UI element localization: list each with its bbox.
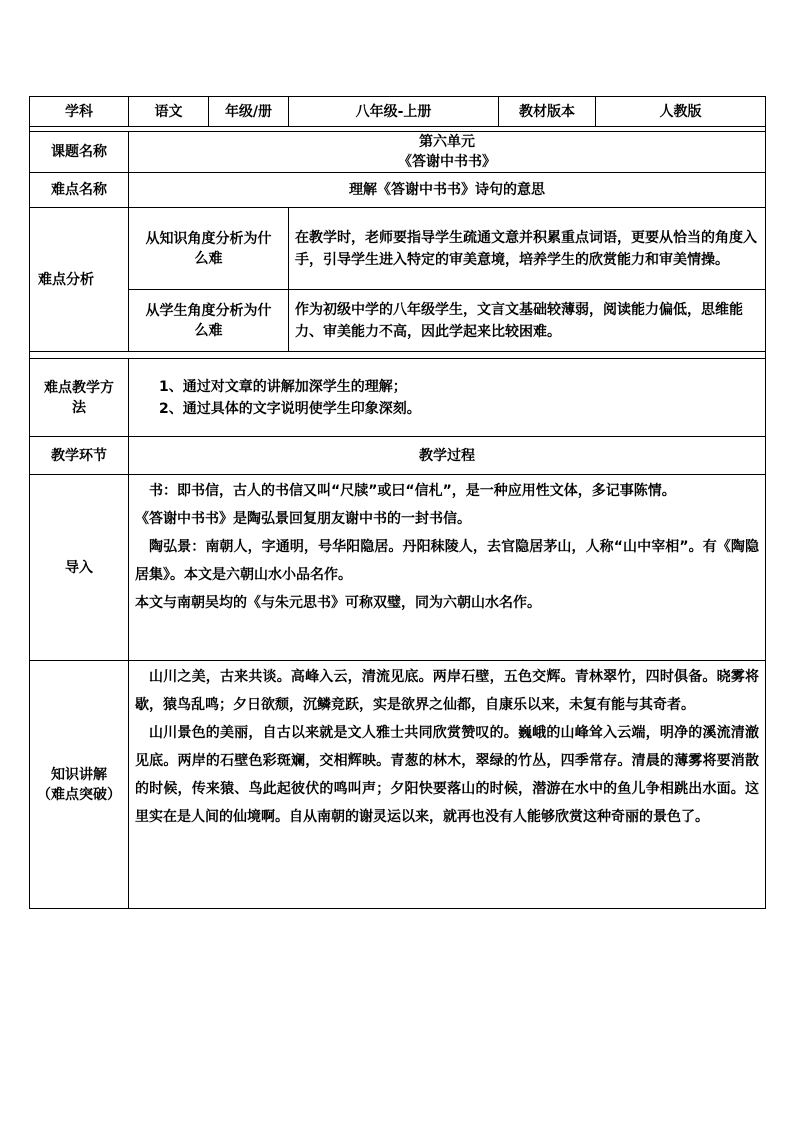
analysis-label: 难点分析 — [30, 208, 129, 352]
process-header-row — [30, 437, 766, 475]
process-label: 教学过程 — [129, 437, 766, 475]
method-item-2: 2、通过具体的文字说明使学生印象深刻。 — [159, 400, 421, 417]
method-item-1: 1、通过对文章的讲解加深学生的理解； — [159, 378, 407, 395]
knowledge-row — [30, 661, 766, 909]
difficulty-value: 理解《答谢中书书》诗句的意思 — [129, 173, 766, 208]
student-angle-text: 作为初级中学的八年级学生，文言文基础较薄弱，阅读能力偏低，思维能力、审美能力不高，因此学起来比较困难。 — [289, 290, 766, 352]
subject-label: 学科 — [30, 97, 129, 127]
grade-value: 八年级-上册 — [289, 97, 499, 127]
stage-label: 教学环节 — [30, 437, 129, 475]
intro-paragraph: 陶弘景：南朝人，字通明，号华阳隐居。丹阳秣陵人，去官隐居茅山，人称“山中宰相”。有《陶隐居集》。本文是六朝山水小品名作。 — [135, 539, 759, 583]
difficulty-label: 难点名称 — [30, 173, 129, 208]
intro-paragraph: 书：即书信，古人的书信又叫“尺牍”或曰“信札”，是一种应用性文体，多记事陈情。 — [149, 483, 676, 499]
knowledge-angle-text: 在教学时，老师要指导学生疏通文意并积累重点词语，更要从恰当的角度入手，引导学生进入特定的审美意境，培养学生的欣赏能力和审美情操。 — [289, 208, 766, 290]
knowledge-paragraph: 山川之美，古来共谈。高峰入云，清流见底。两岸石壁，五色交辉。青林翠竹，四时俱备。晓雾将歇，猿鸟乱鸣；夕日欲颓，沉鳞竞跃，实是欲界之仙都，自康乐以来，未复有能与其奇者。 — [135, 669, 759, 713]
subject-value: 语文 — [129, 97, 209, 127]
knowledge-paragraph: 山川景色的美丽，自古以来就是文人雅士共同欣赏赞叹的。巍峨的山峰耸入云端，明净的溪流清澈见底。两岸的石壁色彩斑斓，交相辉映。青葱的林木，翠绿的竹丛，四季常存。清晨的薄雾将要消散的时候，传来猿、鸟此起彼伏的鸣叫声；夕阳快要落山的时候，潜游在水中的鱼儿争相跳出水面。这里实在是人间的仙境啊。自从南朝的谢灵运以来，就再也没有人能够欣赏这种奇丽的景色了。 — [135, 725, 759, 825]
topic-unit: 第六单元 — [419, 134, 475, 150]
method-row — [30, 359, 766, 437]
intro-row — [30, 475, 766, 661]
edition-label: 教材版本 — [499, 97, 596, 127]
method-label: 难点教学方法 — [30, 359, 129, 437]
topic-label: 课题名称 — [30, 132, 129, 173]
intro-label: 导入 — [30, 475, 129, 661]
topic-title: 《答谢中书书》 — [398, 154, 496, 170]
analysis-student-row — [30, 290, 766, 352]
lesson-plan-page — [29, 96, 765, 909]
analysis-knowledge-row — [30, 208, 766, 290]
edition-value: 人教版 — [596, 97, 766, 127]
difficulty-row — [30, 173, 766, 208]
knowledge-sublabel: （难点突破） — [37, 786, 121, 803]
header-row — [30, 97, 766, 127]
knowledge-label: 知识讲解 — [51, 766, 107, 783]
grade-label: 年级/册 — [209, 97, 289, 127]
student-angle-label: 从学生角度分析为什么难 — [129, 290, 289, 352]
intro-paragraph: 本文与南朝吴均的《与朱元思书》可称双璧，同为六朝山水名作。 — [135, 595, 541, 611]
lesson-plan-table — [29, 96, 766, 909]
topic-row — [30, 132, 766, 173]
knowledge-angle-label: 从知识角度分析为什么难 — [129, 208, 289, 290]
intro-paragraph: 《答谢中书书》是陶弘景回复朋友谢中书的一封书信。 — [135, 511, 471, 527]
